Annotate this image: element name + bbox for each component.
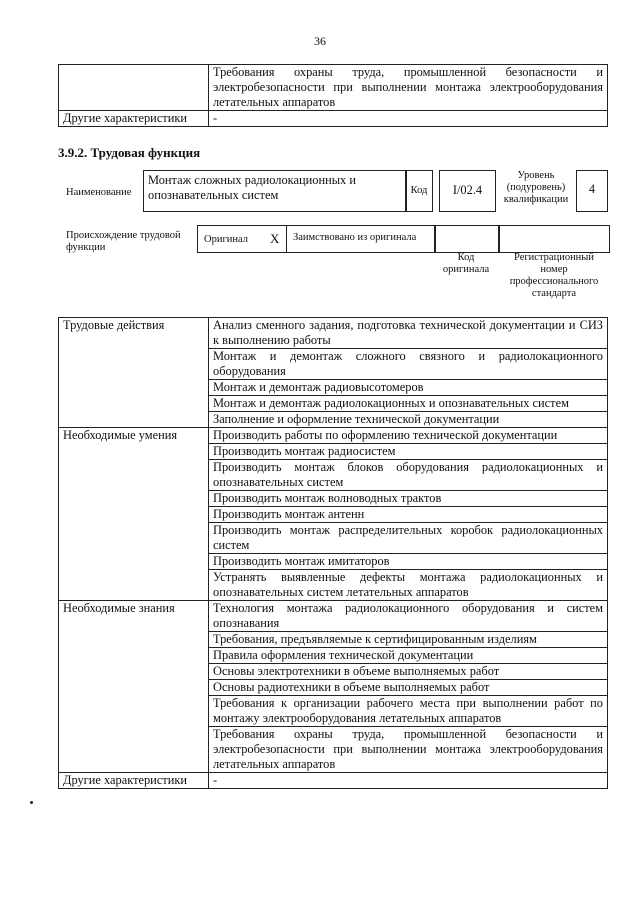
- row-item: Основы электротехники в объеме выполняемых работ: [209, 664, 608, 680]
- row-item: Технология монтажа радиолокационного оборудования и систем опознавания: [209, 601, 608, 632]
- code-value: I/02.4: [452, 183, 483, 197]
- row-item: Требования охраны труда, промышленной безопасности и электробезопасности при выполнении монтажа электрооборудования летательных аппаратов: [209, 727, 608, 773]
- table-row: [59, 65, 608, 111]
- row-item: Монтаж и демонтаж радиовысотомеров: [209, 380, 608, 396]
- table-row: [59, 601, 608, 632]
- row-item: Производить монтаж распределительных коробок радиолокационных систем: [209, 523, 608, 554]
- row-item: Устранять выявленные дефекты монтажа радиолокационных и опознавательных систем летательных аппаратов: [209, 570, 608, 601]
- table-row: [59, 773, 608, 789]
- row-item: Производить монтаж волноводных трактов: [209, 491, 608, 507]
- row-item: -: [209, 773, 608, 789]
- row-item: Монтаж и демонтаж радиолокационных и опознавательных систем: [209, 396, 608, 412]
- row-item: Производить монтаж блоков оборудования радиолокационных и опознавательных систем: [209, 460, 608, 491]
- code-label-box: [405, 170, 433, 212]
- row-group-label: Необходимые знания: [59, 601, 209, 773]
- level-value-box: [576, 170, 608, 212]
- origin-label: Происхождение трудовой функции: [66, 230, 181, 253]
- original-mark: X: [270, 231, 280, 246]
- row-group-label: Другие характеристики: [59, 773, 209, 789]
- row-group-label: Необходимые умения: [59, 428, 209, 601]
- row-item: Анализ сменного задания, подготовка технической документации и СИЗ к выполнению работы: [209, 318, 608, 349]
- name-value: Монтаж сложных радиолокационных и опознавательных систем: [148, 173, 356, 202]
- level-value: 4: [588, 182, 596, 196]
- origin-reg-box: [498, 225, 610, 253]
- stray-dot: [30, 801, 33, 804]
- section-title: 3.9.2. Трудовая функция: [58, 145, 201, 160]
- table-row: [59, 318, 608, 349]
- table-row: [59, 428, 608, 444]
- row-item: Требования, предъявляемые к сертифицированным изделиям: [209, 632, 608, 648]
- row-item: Требования к организации рабочего места при выполнении работ по монтажу электрооборудования летательных аппаратов: [209, 696, 608, 727]
- row-group-label: [59, 65, 209, 111]
- row-item: Монтаж и демонтаж сложного связного и радиолокационного оборудования: [209, 349, 608, 380]
- origin-code-box: [434, 225, 500, 253]
- borrowed-box: [286, 225, 436, 253]
- original-label: Оригинал: [204, 234, 248, 245]
- top-continuation-table: [58, 64, 608, 127]
- main-requirements-table: [58, 317, 608, 789]
- row-item: Правила оформления технической документации: [209, 648, 608, 664]
- row-item: -: [209, 111, 608, 127]
- original-box: [197, 225, 287, 253]
- origin-code-caption: Код оригинала: [442, 252, 490, 275]
- row-group-label: Трудовые действия: [59, 318, 209, 428]
- code-value-box: [439, 170, 496, 212]
- row-item: Производить работы по оформлению технической документации: [209, 428, 608, 444]
- row-item: Основы радиотехники в объеме выполняемых работ: [209, 680, 608, 696]
- borrowed-label: Заимствовано из оригинала: [293, 232, 417, 243]
- row-item: Заполнение и оформление технической документации: [209, 412, 608, 428]
- row-item: Производить монтаж антенн: [209, 507, 608, 523]
- origin-reg-caption: Регистрационный номер профессионального стандарта: [509, 252, 599, 299]
- code-label: Код: [410, 185, 428, 196]
- level-label: Уровень (подуровень) квалификации: [503, 170, 569, 205]
- name-value-box: [143, 170, 407, 212]
- page-number: 36: [314, 34, 326, 48]
- row-item: Требования охраны труда, промышленной безопасности и электробезопасности при выполнении монтажа электрооборудования летательных аппаратов: [209, 65, 608, 111]
- row-group-label: Другие характеристики: [59, 111, 209, 127]
- name-label: Наименование: [66, 187, 132, 198]
- table-row: [59, 111, 608, 127]
- row-item: Производить монтаж радиосистем: [209, 444, 608, 460]
- row-item: Производить монтаж имитаторов: [209, 554, 608, 570]
